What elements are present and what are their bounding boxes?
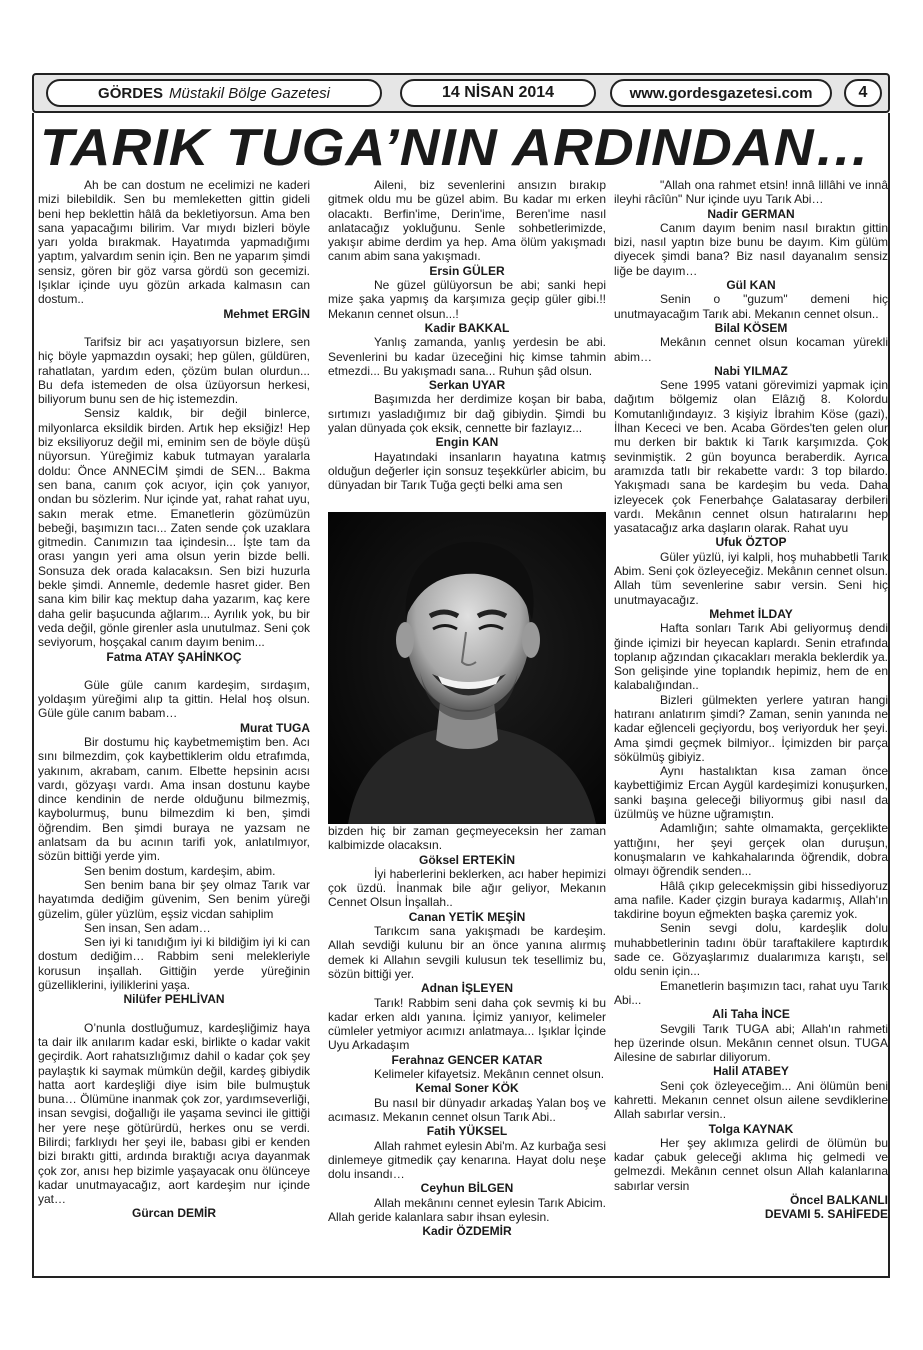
- author-signature: Murat TUGA: [240, 720, 310, 735]
- spacer: [38, 1007, 310, 1021]
- author-signature: Adnan İŞLEYEN: [420, 981, 513, 996]
- tribute-paragraph: Tarifsiz bir acı yaşatıyorsun bizlere, sen hiç böyle yapmazdın oysaki; hep gülen, güldüren, rahatlatan, yardım eden, çözüm bulan olurdun... Bu defa istemeden de olsa üzüyorsun herkesi, biliyorum bunu sen de hiç istemezdin.: [38, 334, 310, 407]
- tribute-paragraph: Hafta sonları Tarık Abi geliyormuş dendi ğinde içimizi bir heyecan kaplardı. Senin etrafında toplanıp ağzından çıkacakları merakla beklerdik ya. Son gelişinde yine toplandık hepimiz, hem de en kalabalığından..: [614, 621, 888, 693]
- spacer: [38, 321, 310, 335]
- tribute-paragraph: Sen benim dostum, kardeşim, abim.: [84, 863, 276, 878]
- tribute-paragraph: "Allah ona rahmet etsin! innâ lillâhi ve innâ ileyhi râcîûn" Nur içinde uyu Tarık Abi…: [614, 178, 888, 207]
- tribute-paragraph: Tarıkcım sana yakışmadı be kardeşim. Allah sevdiği kulunu bir an önce yanına alırmış demek ki Allahın sevgili kulusun tek tesellimiz bu, sözün bittiği yer.: [328, 924, 606, 981]
- tribute-paragraph: Bir dostumu hiç kaybetmemiştim ben. Acı sını bilmezdim, çok kaybettiklerim oldu etrafımda, yakınım, akrabam, canım. Elbette hepsinin acısı vardı, gözyaşı vardı. Ama insan dostunu kaybe dince kendinin de nerde olduğunu bilmezmiş, kaybolurmuş, bunu bilmezdim ki ben, şimdi öğrendim. Ben şimdi buraya ne yazsam ne anlatsam da bu acının tarifi yok, anlatılmıyor, sözün bittiği yerde yim.: [38, 734, 310, 864]
- tribute-paragraph: O’nunla dostluğumuz, kardeşliğimiz haya ta dair ilk anılarım kadar eski, birlikte o kadar vakit geçirdik. Aort rahatsızlığımız dahil o kadar çok şey paylaştık ki saymak mümkün değil, kardeş gibiydik hatta aort kardeşliği diye isim bile bulmuştuk buna… Ölümüne inanmak çok zor, yardımseverliği, insan sevgisi, doğallığı ile yaşama sevinci ile gittiği her yere neşe götürürdü, herkes onu se verdi. Bilirdi; farklıydı her şeyi ile, babası gibi er kenden bizi bıraktı gitti, ardında bıraktığı acıya dayanmak çok zor, anısı hep bizimle yaşayacak onu ölünceye kadar unutmayacağız, aort kardeşim nur içinde yat…: [38, 1020, 310, 1207]
- tribute-paragraph: Ah be can dostum ne ecelimizi ne kaderi mizi bilebildik. Sen bu memleketten gittin gideli beni hep beklettin hâlâ da bekletiyorsun. Ama ben sana yapacağımı bilirim. Var mıydı bizleri böyle yarı yolda bırakmak. Hayatımda yapmadığımı yaptım, yalvardım senin için. Ben ne yaparım şimdi sensiz, gören bir göz varsa gördü son gecemizi. Işıklar içinde uyu gözün arkada kalmasın can dostum..: [38, 178, 310, 307]
- author-signature: Ersin GÜLER: [429, 263, 505, 278]
- tribute-paragraph: Sene 1995 vatani görevimizi yapmak için dağıtım bölgemiz olan Elâzığ 8. Kolordu Komutanlığındayız. 3 kişiyiz İbrahim Köse (gazi), İlhan Kececi ve ben. Acaba Gördes'ten gelen olur mu derken bir baktık ki Tarık karşımızda. Çok sevinmiştik. 2 gün boyunca beraberdik. Ayrıca aramızda tatlı bir rekabette vardı: 3 top bilardo. Yakışmadı sana be kardeşim bu veda. Daha izleyecek çok Fenerbahçe Galatasaray derbileri vardı. Mekânın cennet olsun hatıralarını hep yasatacağız arka daşların olarak. Rahat uyu: [614, 378, 888, 536]
- paper-subtitle: Müstakil Bölge Gazetesi: [169, 84, 330, 102]
- author-signature: Ferahnaz GENCER KATAR: [391, 1052, 543, 1067]
- author-signature: Nadir GERMAN: [707, 206, 795, 221]
- tribute-paragraph: Aynı hastalıktan kısa zaman önce kaybettiğimiz Ercan Aygül kardeşimizi konuşurken, sanki başına geleceği biliyormuş gibi nasıl da üzülmüş ve hüzne uğramıştın.: [614, 764, 888, 822]
- portrait-photo: [328, 512, 606, 824]
- author-signature: Nabi YILMAZ: [714, 363, 788, 378]
- issue-date: 14 NİSAN 2014: [400, 79, 596, 107]
- website-url[interactable]: www.gordesgazetesi.com: [610, 79, 832, 107]
- author-signature: Serkan UYAR: [428, 378, 506, 393]
- tribute-paragraph: Aileni, biz sevenlerini ansızın bırakıp gitmek oldu mu be güzel abim. Bu kadar mı erken olacaktı. Berfin'ime, Derin'ime, Beren'ime nasıl anlatacağız yokluğunu. Senle sohbetlerimizde, yakışır abime derdim ya hep. Ama ölüm yakışmadı canım abim sana yakışmadı.: [328, 178, 606, 264]
- author-signature: Halil ATABEY: [713, 1064, 789, 1079]
- spacer: [38, 664, 310, 678]
- author-signature: Canan YETİK MEŞİN: [408, 909, 526, 924]
- page-number: 4: [844, 79, 882, 107]
- tribute-paragraph: Hayatındaki insanların hayatına katmış olduğun değerler için sonsuz teşekkürler abicim, bu dünyadan bir Tarık Tuğa geçti belki ama sen: [328, 449, 606, 493]
- tribute-paragraph: Sen iyi ki tanıdığım iyi ki bildiğim iyi ki can dostum dediğim… Rabbim seni melekleriyle korusun inşallah. Gittiğin yerde yüreğinin güzelliklerini, iyiliklerini yaşa.: [38, 935, 310, 993]
- tribute-paragraph: Emanetlerin başımızın tacı, rahat uyu Tarık Abi...: [614, 978, 888, 1007]
- author-signature: Öncel BALKANLI: [789, 1193, 888, 1208]
- paper-name: GÖRDES: [98, 84, 164, 102]
- author-signature: Ali Taha İNCE: [712, 1007, 790, 1022]
- author-signature: Kemal Soner KÖK: [415, 1081, 519, 1096]
- column-1: [38, 178, 310, 1268]
- tribute-paragraph: Kelimeler kifayetsiz. Mekânın cennet olsun.: [374, 1067, 605, 1082]
- author-signature: Mehmet İLDAY: [709, 606, 793, 621]
- column-2-bottom: [328, 824, 606, 1274]
- tribute-paragraph: İyi haberlerini beklerken, acı haber hepimizi çok üzdü. İnanmak bile ağır geliyor, Mekanın Cennet Olsun İnşallah..: [328, 866, 606, 910]
- tribute-paragraph: Yanlış zamanda, yanlış yerdesin be abi. Sevenlerini bu kadar üzeceğini hiç kimse tahmin etmezdi... Bu yakışmadı sana... Ruhun şâd olsun.: [328, 335, 606, 378]
- author-signature: Tolga KAYNAK: [708, 1121, 794, 1136]
- author-signature: Bilal KÖSEM: [714, 320, 788, 335]
- tribute-paragraph: Güler yüzlü, iyi kalpli, hoş muhabbetli Tarık Abim. Seni çok özleyeceğiz. Mekânın cennet olsun. Allah tüm sevenlerine sabır versin. Seni hiç unutmayacağız.: [614, 549, 888, 607]
- tribute-paragraph: Allah mekânını cennet eylesin Tarık Abicim. Allah geride kalanlara sabır ihsan eylesin.: [328, 1195, 606, 1225]
- author-signature: Fatih YÜKSEL: [426, 1124, 508, 1139]
- masthead-bar: [32, 73, 890, 113]
- tribute-paragraph: Sen insan, Sen adam…: [84, 920, 211, 935]
- author-signature: Nilüfer PEHLİVAN: [123, 992, 225, 1007]
- tribute-paragraph: bizden hiç bir zaman geçmeyeceksin her zaman kalbimizde olacaksın.: [328, 824, 606, 853]
- tribute-paragraph: Başımızda her derdimize koşan bir baba, sırtımızı yasladığımız bir dağ gibiydin. Şimdi bu yalan dünyada çok eksik, cennette bir fazlayız...: [328, 392, 606, 436]
- tribute-paragraph: Allah rahmet eylesin Abi'm. Az kurbağa sesi dinlemeye gitmedik çay kenarına. Hayat dolu neşe dolu insandı…: [328, 1138, 606, 1182]
- author-signature: Kadir BAKKAL: [424, 320, 510, 335]
- author-signature: Ceyhun BİLGEN: [420, 1181, 514, 1196]
- tribute-paragraph: Her şey aklımıza gelirdi de ölümün bu kadar çabuk geleceği aklıma hiç gelmedi ve gelmezdi. Mekânın cennet olsun Allah kalanlarına sabırlar versin: [614, 1135, 888, 1193]
- tribute-paragraph: Güle güle canım kardeşim, sırdaşım, yoldaşım yüreğimi alıp ta gittin. Helal hoş olsun. Güle güle canım babam…: [38, 677, 310, 721]
- author-signature: Göksel ERTEKİN: [418, 852, 516, 867]
- paper-name-pill: [46, 79, 382, 107]
- author-signature: Gül KAN: [726, 278, 776, 293]
- tribute-paragraph: Ne güzel gülüyorsun be abi; sanki hepi mize şaka yapmış da karşımıza geçip güler gibi.!! Mekanın cennet olsun...!: [328, 278, 606, 321]
- column-2-top: [328, 178, 606, 512]
- tribute-paragraph: Sensiz kaldık, bir değil binlerce, milyonlarca eksildik birden. Artık hep eksiğiz! Hep biz eksiliyoruz değil mi, eminim sen de böyle düşü nüyorsun. Yüreğimiz kabuk tutmayan yaralarla doldu: Önce ANNECİM şimdi de SEN... Bakma sen bana, canım çok acıyor, için çok yanıyor, ondan bu sözlerim. Nur içinde yat, rahat rahat uyu, sakın merak etme. Emanetlerin gözümüzün bebeği, başımızın tacı... Zaten sende çok uzaklara gitmedin. Canımızın taa içindesin... İşte tam da orası yangın yeri ama olsun yerin bizde belli. Sonsuza dek orada kalacaksın. Sen bizi huzurla bekle şimdi. Annemle, dedemle hasret gider. Ben sana kim bilir kaç mektup daha yazarım, kaç kere daha gelir başucunda ağlarım... Ayrılık yok, bu bir veda değil, gönle girenler asla unutulmaz. Seni çok seviyorum, hoşçakal canım dayım benim...: [38, 406, 310, 650]
- tribute-paragraph: Mekânın cennet olsun kocaman yürekli abim…: [614, 335, 888, 364]
- author-signature: Kadir ÖZDEMİR: [422, 1224, 512, 1239]
- tribute-paragraph: Seni çok özleyeceğim... Ani ölümün beni kahretti. Mekanın cennet olsun ailene sevdiklerine Allah sabırlar versin..: [614, 1078, 888, 1122]
- author-signature: Engin KAN: [435, 435, 499, 450]
- author-signature: Mehmet ERGİN: [223, 306, 310, 321]
- headline: TARIK TUGA’NIN ARDINDAN…: [40, 119, 871, 177]
- author-signature: DEVAMI 5. SAHİFEDE: [764, 1207, 888, 1222]
- tribute-paragraph: Canım dayım benim nasıl bıraktın gittin bizi, nasıl yaptın bize bunu be dayım. Kim gülüm diyecek şimdi bana? Biz nasıl dayanalım sensiz liğe be dayım…: [614, 220, 888, 278]
- tribute-paragraph: Sevgili Tarık TUGA abi; Allah'ın rahmeti hep üzerinde olsun. Mekânın cennet olsun. TUGA Ailesine de sabırlar diliyorum.: [614, 1021, 888, 1065]
- tribute-paragraph: Sen benim bana bir şey olmaz Tarık var hayatımda dediğim güvenim, Sen benim yüreği güzelim, güler yüzlüm, eşsiz vicdan sahiplim: [38, 877, 310, 921]
- tribute-paragraph: Bizleri gülmekten yerlere yatıran hangi hatıranı anlatırım şimdi? Zaman, senin yanında ne kadar eğlenceli geçiyordu, boş veriyorduk her şeyi. Ama şimdi geçmek bilmiyor.. İçimizden bir parça sökülmüş gibiyiz.: [614, 692, 888, 764]
- author-signature: Fatma ATAY ŞAHİNKOÇ: [106, 649, 242, 664]
- portrait-illustration: [328, 512, 606, 824]
- tribute-paragraph: Tarık! Rabbim seni daha çok sevmiş ki bu kadar erken aldı yanına. İçimiz yanıyor, kelimeler cümleler yetmiyor acımızı anlatmaya... Işıklar İçinde Uyu Arkadaşım: [328, 995, 606, 1053]
- tribute-paragraph: Senin o "guzum" demeni hiç unutmayacağım Tarık abi. Mekanın cennet olsun..: [614, 292, 888, 321]
- tribute-paragraph: Hâlâ çıkıp gelecekmişsin gibi hissediyoruz ama nafile. Kader çizgin buraya kadarmış, Allah'ın takdirine boyun eğmekten başka çaremiz yok.: [614, 878, 888, 922]
- tribute-paragraph: Senin sevgi dolu, kardeşlik dolu muhabbetlerinin tadını öbür taraftakilere kaptırdık sade ce. Gözyaşlarımız dualarımıza karıştı, sel oldu senin için...: [614, 921, 888, 979]
- column-3: [614, 178, 888, 1278]
- tribute-paragraph: Bu nasıl bir dünyadır arkadaş Yalan boş ve acımasız. Mekanın cennet olsun Tarık Abi..: [328, 1095, 606, 1124]
- tribute-paragraph: Adamlığın; sahte olmamakta, gerçeklikte yattığını, her şeyi gerçek olan duruşun, konuşmaların ve kahkahalarında öğrendik, dobra olmayı öğrendik senden...: [614, 821, 888, 879]
- author-signature: Gürcan DEMİR: [131, 1206, 216, 1221]
- author-signature: Ufuk ÖZTOP: [715, 535, 787, 550]
